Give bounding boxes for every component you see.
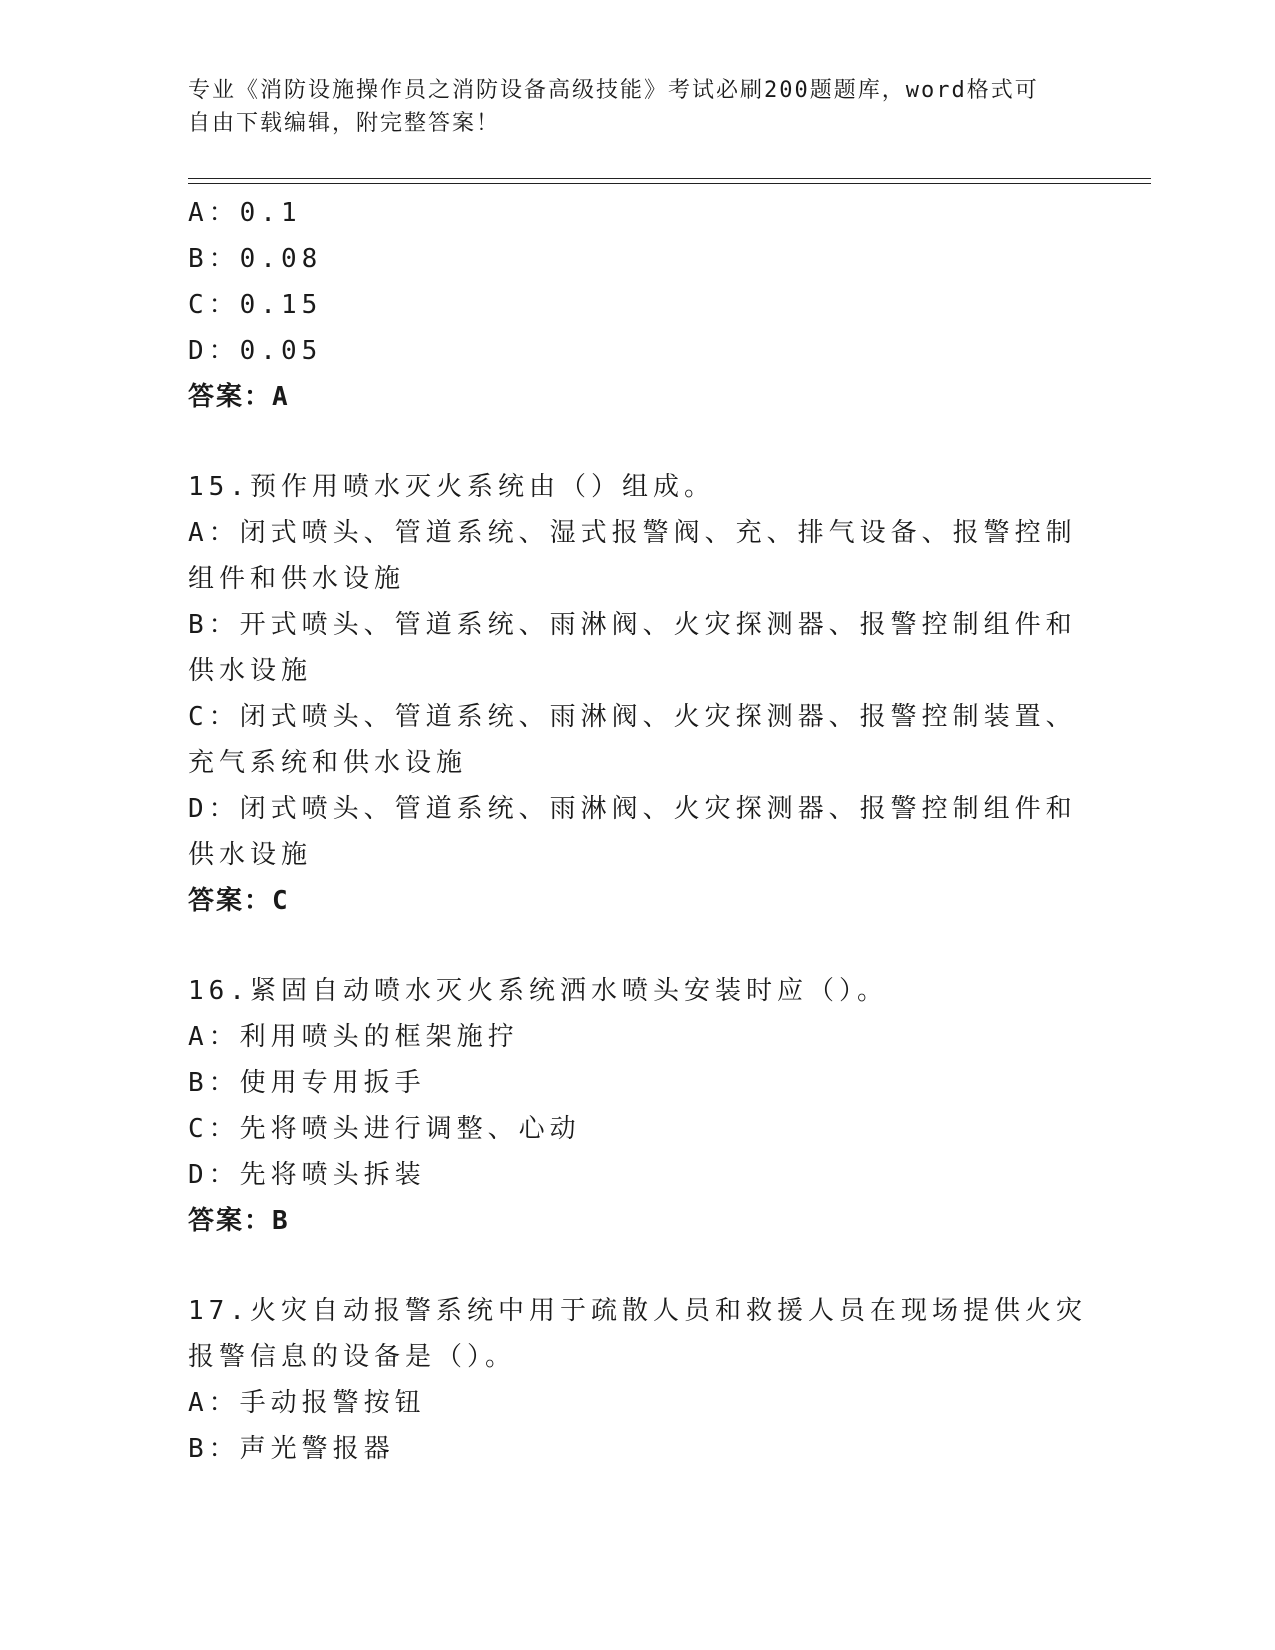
- option-c: C：闭式喷头、管道系统、雨淋阀、火灾探测器、报警控制装置、充气系统和供水设施: [188, 702, 1077, 778]
- answer-line: 答案：B: [188, 1206, 290, 1236]
- question-block-17: [188, 1288, 1088, 1472]
- option-d: D：先将喷头拆装: [188, 1160, 426, 1190]
- option-c: C：0.15: [188, 290, 323, 320]
- option-a: A：利用喷头的框架施拧: [188, 1022, 519, 1052]
- option-d: D：闭式喷头、管道系统、雨淋阀、火灾探测器、报警控制组件和供水设施: [188, 794, 1077, 870]
- option-b: B：开式喷头、管道系统、雨淋阀、火灾探测器、报警控制组件和供水设施: [188, 610, 1077, 686]
- option-a: A：闭式喷头、管道系统、湿式报警阀、充、排气设备、报警控制组件和供水设施: [188, 518, 1077, 594]
- option-b: B：0.08: [188, 244, 323, 274]
- option-a: A：0.1: [188, 198, 302, 228]
- spacer: [188, 1244, 1088, 1288]
- spacer: [188, 924, 1088, 968]
- question-block-14: [188, 190, 1088, 420]
- option-d: D：0.05: [188, 336, 323, 366]
- option-a: A：手动报警按钮: [188, 1388, 426, 1418]
- header-line-2: 自由下载编辑，附完整答案！: [188, 111, 501, 136]
- header-line-1: 专业《消防设施操作员之消防设备高级技能》考试必刷200题题库，word格式可: [188, 78, 1039, 103]
- spacer: [188, 420, 1088, 464]
- answer-line: 答案：A: [188, 382, 290, 412]
- question-text: 16.紧固自动喷水灭火系统洒水喷头安装时应（）。: [188, 976, 888, 1006]
- option-c: C：先将喷头进行调整、心动: [188, 1114, 581, 1144]
- header-divider-bottom: [188, 183, 1151, 184]
- document-header: [188, 74, 1068, 140]
- question-content: [188, 190, 1088, 1472]
- question-block-16: [188, 968, 1088, 1244]
- option-b: B：使用专用扳手: [188, 1068, 426, 1098]
- option-b: B：声光警报器: [188, 1434, 395, 1464]
- question-block-15: [188, 464, 1088, 924]
- question-text: 15.预作用喷水灭火系统由（）组成。: [188, 472, 715, 502]
- question-text: 17.火灾自动报警系统中用于疏散人员和救援人员在现场提供火灾报警信息的设备是（）。: [188, 1296, 1087, 1372]
- header-divider-top: [188, 178, 1151, 179]
- answer-line: 答案：C: [188, 886, 290, 916]
